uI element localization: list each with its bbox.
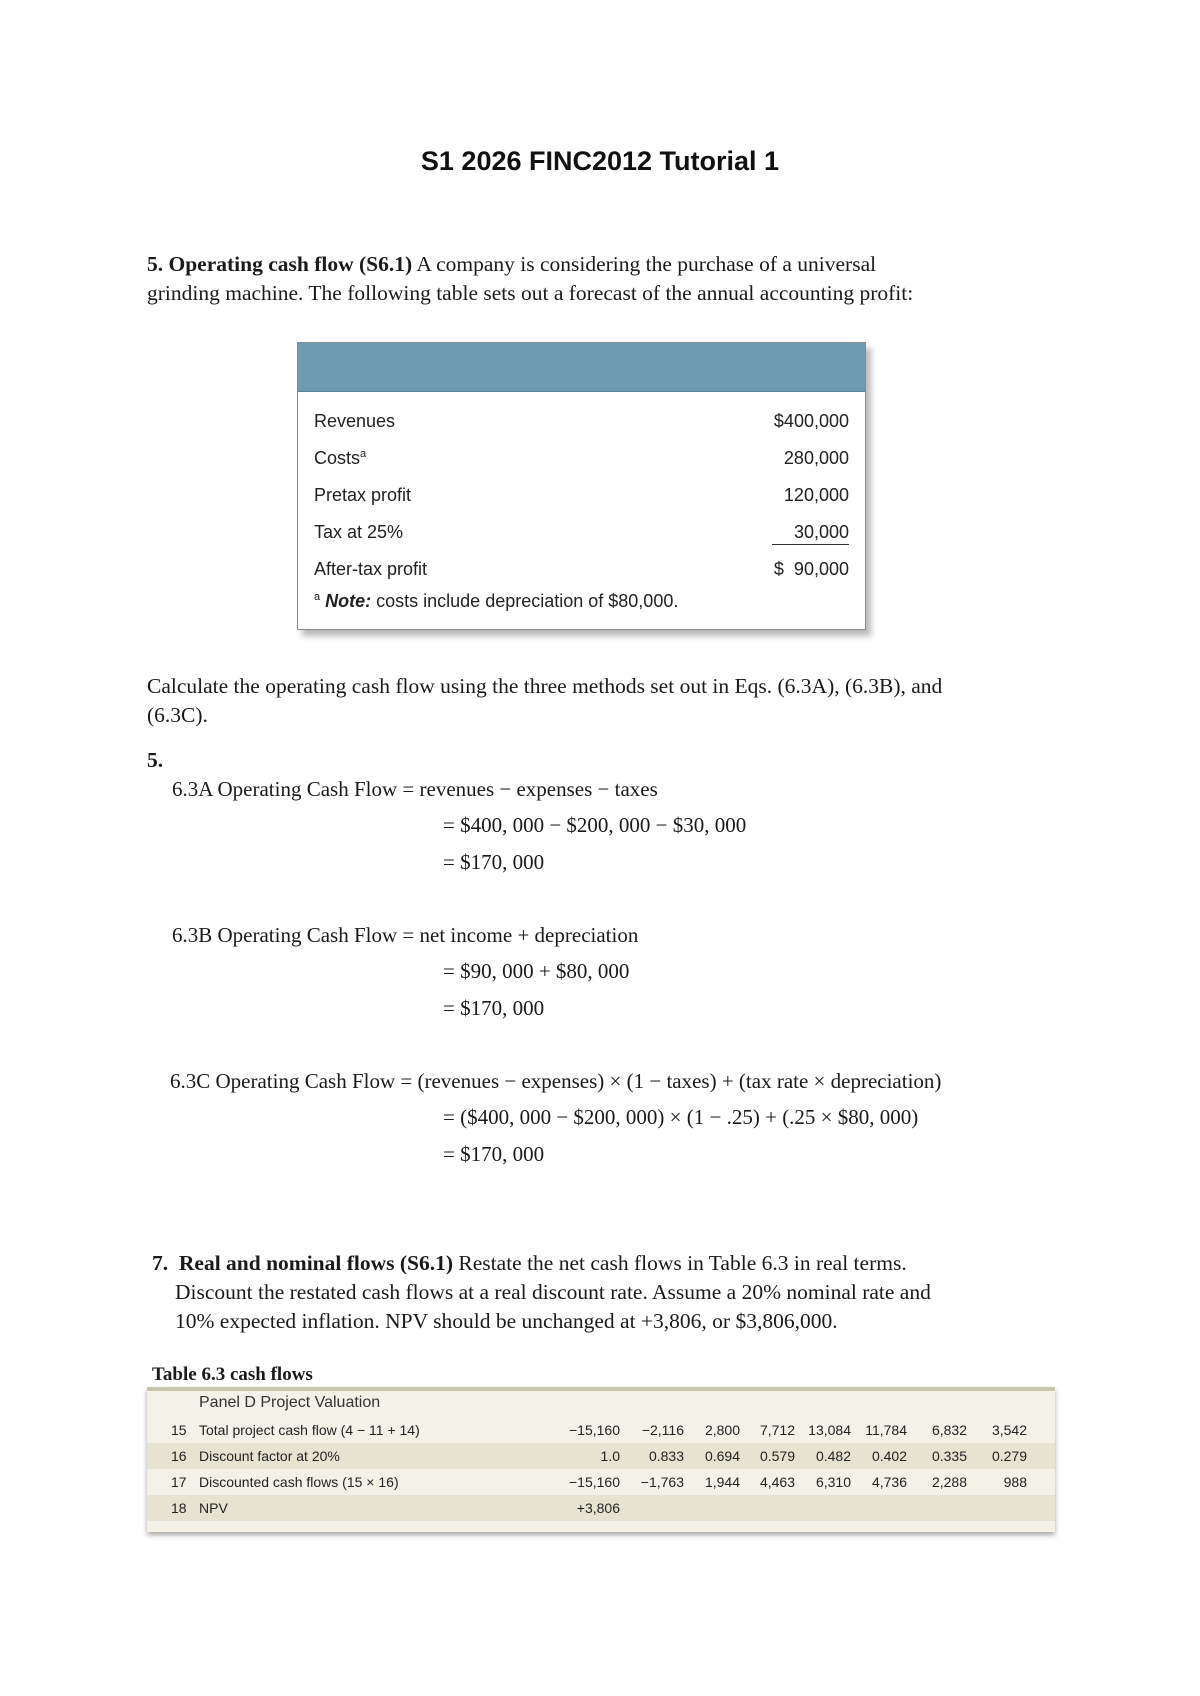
cell-value: +3,806 — [576, 1500, 620, 1516]
q7-number: 7. — [152, 1251, 169, 1275]
income-table-header — [298, 343, 865, 392]
table-row — [147, 1443, 1055, 1469]
income-row-aftertax — [314, 559, 849, 585]
answer-label: 5. — [147, 748, 164, 772]
panel-header: Panel D Project Valuation — [199, 1394, 381, 1411]
cell-value: 3,542 — [991, 1422, 1027, 1438]
cell-value: 0.579 — [759, 1448, 795, 1464]
row-label: Costs — [314, 448, 361, 468]
cell-value: −2,116 — [641, 1422, 684, 1438]
cell-value: 0.833 — [648, 1448, 684, 1464]
q5-instruction-line2: (6.3C). — [147, 703, 208, 727]
note-text: costs include depreciation of $80,000. — [371, 591, 679, 611]
table-row — [147, 1417, 1055, 1443]
row-label: Total project cash flow (4 − 11 + 14) — [199, 1422, 420, 1438]
footnote-marker: a — [314, 591, 321, 603]
row-number: 15 — [171, 1422, 187, 1438]
cell-value: 0.279 — [991, 1448, 1027, 1464]
eq-c-line1: 6.3C Operating Cash Flow = (revenues − expenses) × (1 − taxes) + (tax rate × depreciation) — [170, 1069, 942, 1093]
q5-text-line2: grinding machine. The following table sets out a forecast of the annual accounting profit: — [147, 281, 914, 305]
cell-value: 11,784 — [865, 1422, 907, 1438]
cell-value: −15,160 — [569, 1422, 620, 1438]
row-number: 18 — [171, 1500, 187, 1516]
cell-value: 1,944 — [704, 1474, 740, 1490]
cell-value: 988 — [1003, 1474, 1027, 1490]
row-label: After-tax profit — [314, 559, 428, 579]
cell-value: 2,800 — [704, 1422, 740, 1438]
cell-value: −15,160 — [569, 1474, 620, 1490]
cell-value: 6,832 — [931, 1422, 967, 1438]
page-title: S1 2026 FINC2012 Tutorial 1 — [420, 146, 780, 176]
row-label: Pretax profit — [314, 485, 412, 505]
cash-flow-table-title: Table 6.3 cash flows — [152, 1364, 313, 1385]
income-row-costs — [314, 448, 849, 474]
q7-text-line1: Restate the net cash flows in Table 6.3 in real terms. — [453, 1251, 907, 1275]
cell-value: 0.482 — [815, 1448, 851, 1464]
row-value: 280,000 — [783, 448, 849, 468]
row-value: 120,000 — [783, 485, 849, 505]
cell-value: 1.0 — [600, 1448, 620, 1464]
q7-text-line2: Discount the restated cash flows at a real discount rate. Assume a 20% nominal rate and — [175, 1280, 931, 1304]
row-number: 16 — [171, 1448, 187, 1464]
row-value: $ 90,000 — [773, 559, 849, 579]
row-value: 30,000 — [772, 522, 849, 545]
eq-b-line2: = $90, 000 + $80, 000 — [443, 959, 630, 983]
income-row-tax — [314, 522, 849, 548]
row-label: Tax at 25% — [314, 522, 404, 542]
table-row — [147, 1495, 1055, 1521]
footnote-marker: a — [360, 448, 367, 460]
eq-c-line2: = ($400, 000 − $200, 000) × (1 − .25) + (.25 × $80, 000) — [443, 1105, 919, 1129]
eq-b-line1: 6.3B Operating Cash Flow = net income + depreciation — [172, 923, 639, 947]
eq-a-line3: = $170, 000 — [443, 850, 545, 874]
row-label: Discount factor at 20% — [199, 1448, 340, 1464]
row-label: Discounted cash flows (15 × 16) — [199, 1474, 399, 1490]
cell-value: 2,288 — [931, 1474, 967, 1490]
cell-value: 4,463 — [759, 1474, 795, 1490]
q5-heading: 5. Operating cash flow (S6.1) — [147, 252, 413, 276]
cell-value: 0.402 — [871, 1448, 907, 1464]
income-table-note — [314, 591, 678, 612]
row-value: $400,000 — [773, 411, 849, 431]
note-label: Note: — [325, 591, 372, 611]
q5-text-line1: A company is considering the purchase of a universal — [412, 252, 877, 276]
cell-value: 0.694 — [704, 1448, 740, 1464]
q5-prompt — [147, 250, 1107, 308]
q7-prompt — [152, 1249, 1112, 1336]
q7-heading: Real and nominal flows (S6.1) — [178, 1251, 454, 1275]
q7-text-line3: 10% expected inflation. NPV should be unchanged at +3,806, or $3,806,000. — [175, 1309, 838, 1333]
income-table — [297, 342, 866, 630]
q5-instruction — [147, 672, 1107, 730]
cell-value: 0.335 — [931, 1448, 967, 1464]
table-row — [147, 1469, 1055, 1495]
eq-c-line3: = $170, 000 — [443, 1142, 545, 1166]
income-row-pretax — [314, 485, 849, 511]
cell-value: 13,084 — [808, 1422, 851, 1438]
cell-value: 7,712 — [759, 1422, 795, 1438]
cell-value: −1,763 — [640, 1474, 684, 1490]
row-label: NPV — [199, 1500, 228, 1516]
cell-value: 6,310 — [815, 1474, 851, 1490]
cash-flow-table — [147, 1387, 1055, 1532]
q5-instruction-line1: Calculate the operating cash flow using the three methods set out in Eqs. (6.3A), (6.3B), and — [147, 674, 943, 698]
row-number: 17 — [171, 1474, 187, 1490]
eq-b-line3: = $170, 000 — [443, 996, 545, 1020]
eq-a-line2: = $400, 000 − $200, 000 − $30, 000 — [443, 813, 747, 837]
income-row-revenues — [314, 411, 849, 437]
cell-value: 4,736 — [871, 1474, 907, 1490]
eq-a-line1: 6.3A Operating Cash Flow = revenues − expenses − taxes — [172, 777, 658, 801]
row-label: Revenues — [314, 411, 396, 431]
